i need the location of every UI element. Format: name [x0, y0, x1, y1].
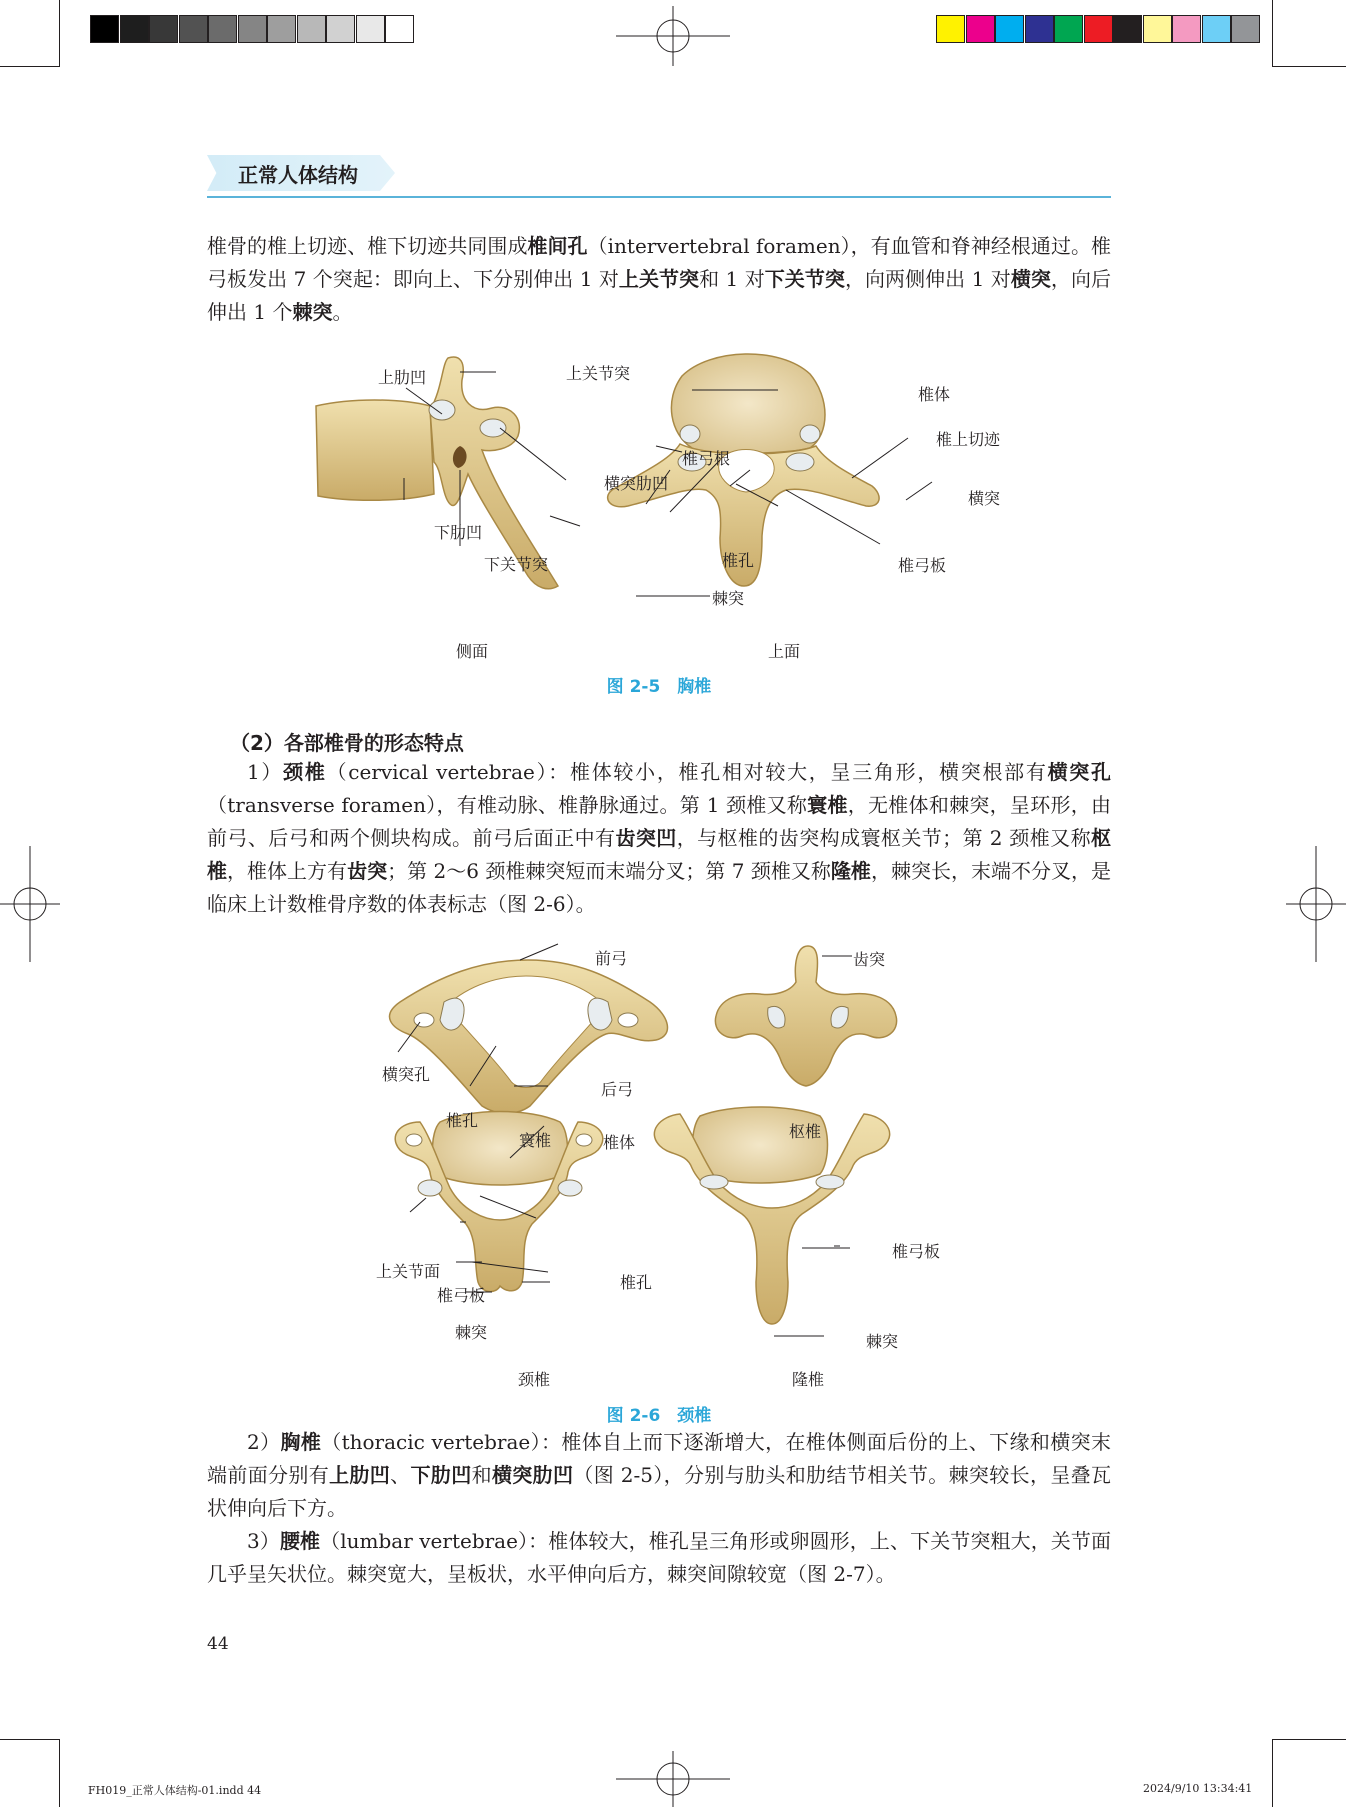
- thoracic-paragraph: 2）胸椎（thoracic vertebrae）：椎体自上而下逐渐增大，在椎体侧面后份的上、下缘和横突末端前面分别有上肋凹、下肋凹和横突肋凹（图 2-5），分别与肋头和肋结节相关节。棘突较长，呈叠瓦状伸向后下方。: [207, 1430, 1112, 1520]
- sub-label-lateral: 侧面: [456, 642, 489, 661]
- gray-swatch: [267, 15, 296, 43]
- registration-mark-bottom: [616, 1751, 730, 1807]
- sub-label-axis: 枢椎: [789, 1122, 822, 1141]
- label-transverse-foramen: 横突孔: [382, 1065, 431, 1084]
- label-superior-notch: 椎上切迹: [936, 430, 1001, 449]
- color-swatch: [1084, 15, 1113, 43]
- label-vertebral-body: 椎体: [918, 385, 951, 404]
- gray-swatch: [385, 15, 414, 43]
- sub-label-superior: 上面: [768, 642, 801, 661]
- registration-mark-left: [0, 846, 60, 962]
- color-swatch: [1054, 15, 1083, 43]
- label-lamina-cervical: 椎弓板: [437, 1286, 486, 1305]
- color-swatch: [1143, 15, 1172, 43]
- sub-label-cervical: 颈椎: [518, 1370, 551, 1389]
- label-inferior-articular-process: 下关节突: [484, 555, 549, 574]
- label-anterior-arch: 前弓: [595, 949, 628, 968]
- registration-mark-top: [616, 6, 730, 66]
- cervical-paragraph: 1）颈椎（cervical vertebrae）：椎体较小，椎孔相对较大，呈三角形，横突根部有横突孔（transverse foramen），有椎动脉、椎静脉通过。第 1 颈椎又称寰椎，无椎体和棘突，呈环形，由前弓、后弓和两个侧块构成。前弓后面正中有齿突凹，与枢椎的齿突构成寰枢关节；第 2 颈椎又称枢椎，椎体上方有齿突；第 2～6 颈椎棘突短而末端分叉；第 7 颈椎又称隆椎，棘突长，末端不分叉，是临床上计数椎骨序数的体表标志（图 2-6）。: [207, 760, 1112, 916]
- lumbar-paragraph: 3）腰椎（lumbar vertebrae）：椎体较大，椎孔呈三角形或卵圆形，上、下关节突粗大，关节面几乎呈矢状位。棘突宽大，呈板状，水平伸向后方，棘突间隙较宽（图 2-7）。: [207, 1529, 1112, 1586]
- gray-swatch: [90, 15, 119, 43]
- color-swatch: [1231, 15, 1260, 43]
- section-heading: （2）各部椎骨的形态特点: [230, 731, 464, 755]
- color-swatch: [966, 15, 995, 43]
- label-transverse-costal-pit: 横突肋凹: [604, 474, 669, 493]
- label-superior-articular-facet: 上关节面: [376, 1262, 441, 1281]
- label-vertebral-foramen-atlas: 椎孔: [446, 1111, 479, 1130]
- footer-file: FH019_正常人体结构-01.indd 44: [88, 1784, 262, 1797]
- label-pedicle: 椎弓根: [682, 449, 731, 468]
- gray-swatch: [326, 15, 355, 43]
- sub-label-prominens: 隆椎: [792, 1370, 825, 1389]
- color-swatch: [1113, 15, 1142, 43]
- label-spinous-process-cervical: 棘突: [455, 1323, 488, 1342]
- label-lamina: 椎弓板: [898, 556, 947, 575]
- label-lower-costal-pit: 下肋凹: [434, 523, 483, 542]
- registration-mark-right: [1286, 846, 1346, 962]
- label-lamina-prominens: 椎弓板: [892, 1242, 941, 1261]
- color-swatch: [1172, 15, 1201, 43]
- cervical-vertebrae-illustration: [370, 936, 950, 1376]
- color-swatch: [1025, 15, 1054, 43]
- label-vertebral-foramen-cervical: 椎孔: [620, 1273, 653, 1292]
- color-swatch: [936, 15, 965, 43]
- sub-label-atlas: 寰椎: [519, 1131, 552, 1150]
- label-posterior-arch: 后弓: [601, 1080, 634, 1099]
- figure-2-5-caption: 图 2-5 胸椎: [606, 677, 712, 697]
- intro-paragraph: 椎骨的椎上切迹、椎下切迹共同围成椎间孔（intervertebral foramen），有血管和脊神经根通过。椎弓板发出 7 个突起：即向上、下分别伸出 1 对上关节突和 1 对下关节突，向两侧伸出 1 对横突，向后伸出 1 个棘突。: [207, 234, 1112, 324]
- header-rule: [207, 196, 1111, 198]
- figure-2-6-caption: 图 2-6 颈椎: [606, 1406, 712, 1426]
- gray-swatch: [179, 15, 208, 43]
- label-vertebral-body-cervical: 椎体: [603, 1133, 636, 1152]
- label-spinous-process: 棘突: [712, 589, 745, 608]
- gray-swatch: [238, 15, 267, 43]
- color-swatch: [995, 15, 1024, 43]
- gray-swatch: [356, 15, 385, 43]
- label-transverse-process: 横突: [968, 489, 1001, 508]
- page-number: 44: [207, 1634, 229, 1654]
- label-spinous-process-prominens: 棘突: [866, 1332, 899, 1351]
- color-swatch: [1202, 15, 1231, 43]
- label-vertebral-foramen: 椎孔: [722, 551, 755, 570]
- gray-swatch: [208, 15, 237, 43]
- header-title: 正常人体结构: [238, 163, 358, 187]
- gray-swatch: [149, 15, 178, 43]
- label-upper-costal-pit: 上肋凹: [378, 368, 427, 387]
- gray-swatch: [297, 15, 326, 43]
- label-dens: 齿突: [853, 950, 886, 969]
- gray-swatch: [120, 15, 149, 43]
- label-superior-articular-process: 上关节突: [566, 364, 631, 383]
- footer-timestamp: 2024/9/10 13:34:41: [1143, 1782, 1253, 1795]
